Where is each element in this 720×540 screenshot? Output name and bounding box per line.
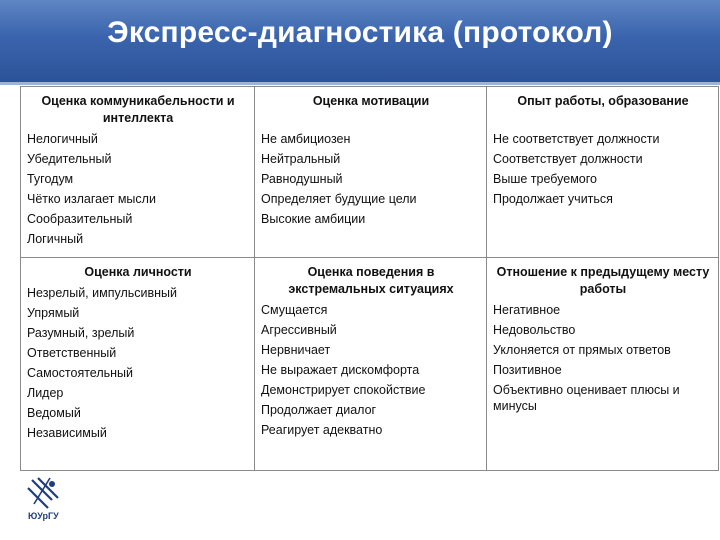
diagnostics-table	[20, 86, 719, 471]
page-title: Экспресс-диагностика (протокол)	[107, 16, 613, 49]
list-item: Нелогичный	[27, 132, 98, 146]
table-row	[21, 87, 719, 258]
list-item: Чётко излагает мысли	[27, 192, 156, 206]
table-cell-previous-job	[487, 258, 719, 471]
list-item: Тугодум	[27, 172, 74, 186]
list-item: Ведомый	[27, 406, 81, 420]
title-divider	[0, 82, 720, 85]
list-item: Ответственный	[27, 346, 117, 360]
column-header: Оценка мотивации	[312, 94, 430, 108]
list-item: Продолжает учиться	[493, 192, 613, 206]
table-cell-extreme-behavior	[255, 258, 487, 471]
university-logo	[22, 474, 72, 522]
column-header: Оценка поведения в экстремальных ситуациях	[288, 265, 454, 296]
list-item: Недовольство	[493, 323, 576, 337]
list-item: Негативное	[493, 303, 561, 317]
list-item: Нервничает	[261, 343, 331, 357]
list-item: Нейтральный	[261, 152, 341, 166]
list-item: Не амбициозен	[261, 132, 351, 146]
list-item: Соответствует должности	[493, 152, 643, 166]
table-cell-motivation	[255, 87, 487, 258]
table-row	[21, 258, 719, 471]
list-item: Определяет будущие цели	[261, 192, 417, 206]
list-item: Продолжает диалог	[261, 403, 377, 417]
list-item: Убедительный	[27, 152, 112, 166]
column-header: Опыт работы, образование	[517, 94, 689, 108]
list-item: Логичный	[27, 232, 84, 246]
table-cell-experience	[487, 87, 719, 258]
list-item: Самостоятельный	[27, 366, 134, 380]
list-item: Уклоняется от прямых ответов	[493, 343, 671, 357]
logo-emblem-icon	[28, 478, 58, 508]
column-header: Оценка личности	[84, 265, 192, 279]
list-item: Сообразительный	[27, 212, 133, 226]
list-item: Не соответствует должности	[493, 132, 660, 146]
list-item: Лидер	[27, 386, 64, 400]
list-item: Высокие амбиции	[261, 212, 366, 226]
list-item: Незрелый, импульсивный	[27, 286, 177, 300]
list-item: Независимый	[27, 426, 107, 440]
list-item: Объективно оценивает плюсы и минусы	[493, 383, 680, 413]
column-header: Оценка коммуникабельности и интеллекта	[41, 94, 235, 125]
list-item: Агрессивный	[261, 323, 337, 337]
list-item: Разумный, зрелый	[27, 326, 135, 340]
list-item: Смущается	[261, 303, 328, 317]
list-item: Не выражает дискомфорта	[261, 363, 420, 377]
column-header: Отношение к предыдущему месту работы	[496, 265, 710, 296]
list-item: Демонстрирует спокойствие	[261, 383, 426, 397]
table-cell-personality	[21, 258, 255, 471]
list-item: Реагирует адекватно	[261, 423, 383, 437]
list-item: Упрямый	[27, 306, 80, 320]
list-item: Равнодушный	[261, 172, 343, 186]
list-item: Позитивное	[493, 363, 562, 377]
list-item: Выше требуемого	[493, 172, 597, 186]
logo-text: ЮУрГУ	[28, 511, 59, 521]
table-cell-communication	[21, 87, 255, 258]
